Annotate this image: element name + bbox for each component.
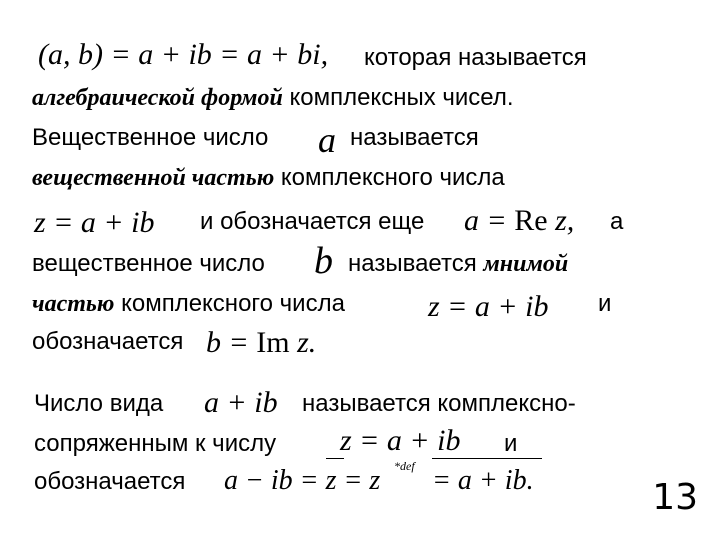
text-line-6b (348, 250, 568, 278)
operator-re: Re (514, 204, 548, 237)
text-line-1: которая называется (364, 44, 587, 71)
text-line-8: обозначается (32, 328, 184, 355)
emphasis-imaginary: мнимой (483, 251, 569, 277)
formula-z: z = a + ib (34, 206, 155, 239)
formula-conjugate-left: a − ib = z = z (224, 465, 381, 496)
text-line-4 (32, 164, 505, 192)
formula-a-plus-ib: a + ib (204, 386, 278, 419)
text-line-5-end: а (610, 208, 624, 235)
symbol-b: b (314, 240, 333, 282)
formula-re-z (464, 204, 574, 238)
text-line-4-rest: комплексного числа (274, 164, 505, 191)
emphasis-algebraic-form: алгебраической формой (32, 85, 283, 111)
text-line-3b: называется (350, 124, 479, 151)
formula-re-lhs: a = (464, 204, 515, 237)
formula-conjugate-sup: *def (394, 459, 415, 473)
formula-im-lhs: b = (206, 326, 257, 359)
text-line-6b-plain: называется (348, 250, 477, 277)
text-p2-line-2a: сопряженным к числу (34, 430, 277, 457)
text-line-7-rest: комплексного числа (114, 290, 345, 317)
page-number: 13 (652, 477, 698, 518)
operator-im: Im (256, 326, 290, 359)
text-p2-line-1a: Число вида (34, 390, 164, 417)
formula-z-2: z = a + ib (428, 290, 549, 323)
formula-z-3: z = a + ib (340, 424, 461, 457)
text-line-6a: вещественное число (32, 250, 265, 277)
symbol-a: a (318, 120, 336, 160)
formula-re-rhs: z, (547, 204, 575, 237)
text-line-2 (32, 84, 514, 112)
conjugate-bar-right (432, 458, 542, 459)
formula-im-z (206, 326, 316, 360)
formula-im-rhs: z. (289, 326, 317, 359)
text-p2-line-1b: называется комплексно- (302, 390, 576, 417)
formula-algebraic-form: (a, b) = a + ib = a + bi, (38, 38, 329, 71)
emphasis-real-part: вещественной частью (32, 165, 275, 191)
text-line-2-rest: комплексных чисел. (282, 84, 514, 111)
emphasis-part: частью (32, 291, 115, 317)
text-line-7 (32, 290, 345, 318)
formula-conjugate-right: = a + ib. (432, 465, 534, 496)
text-line-7-end: и (598, 290, 612, 317)
text-p2-line-2-end: и (504, 430, 518, 457)
text-line-3a: Вещественное число (32, 124, 269, 151)
conjugate-bar-left (326, 458, 344, 459)
text-line-5-mid: и обозначается еще (200, 208, 425, 235)
text-p2-line-3: обозначается (34, 468, 186, 495)
